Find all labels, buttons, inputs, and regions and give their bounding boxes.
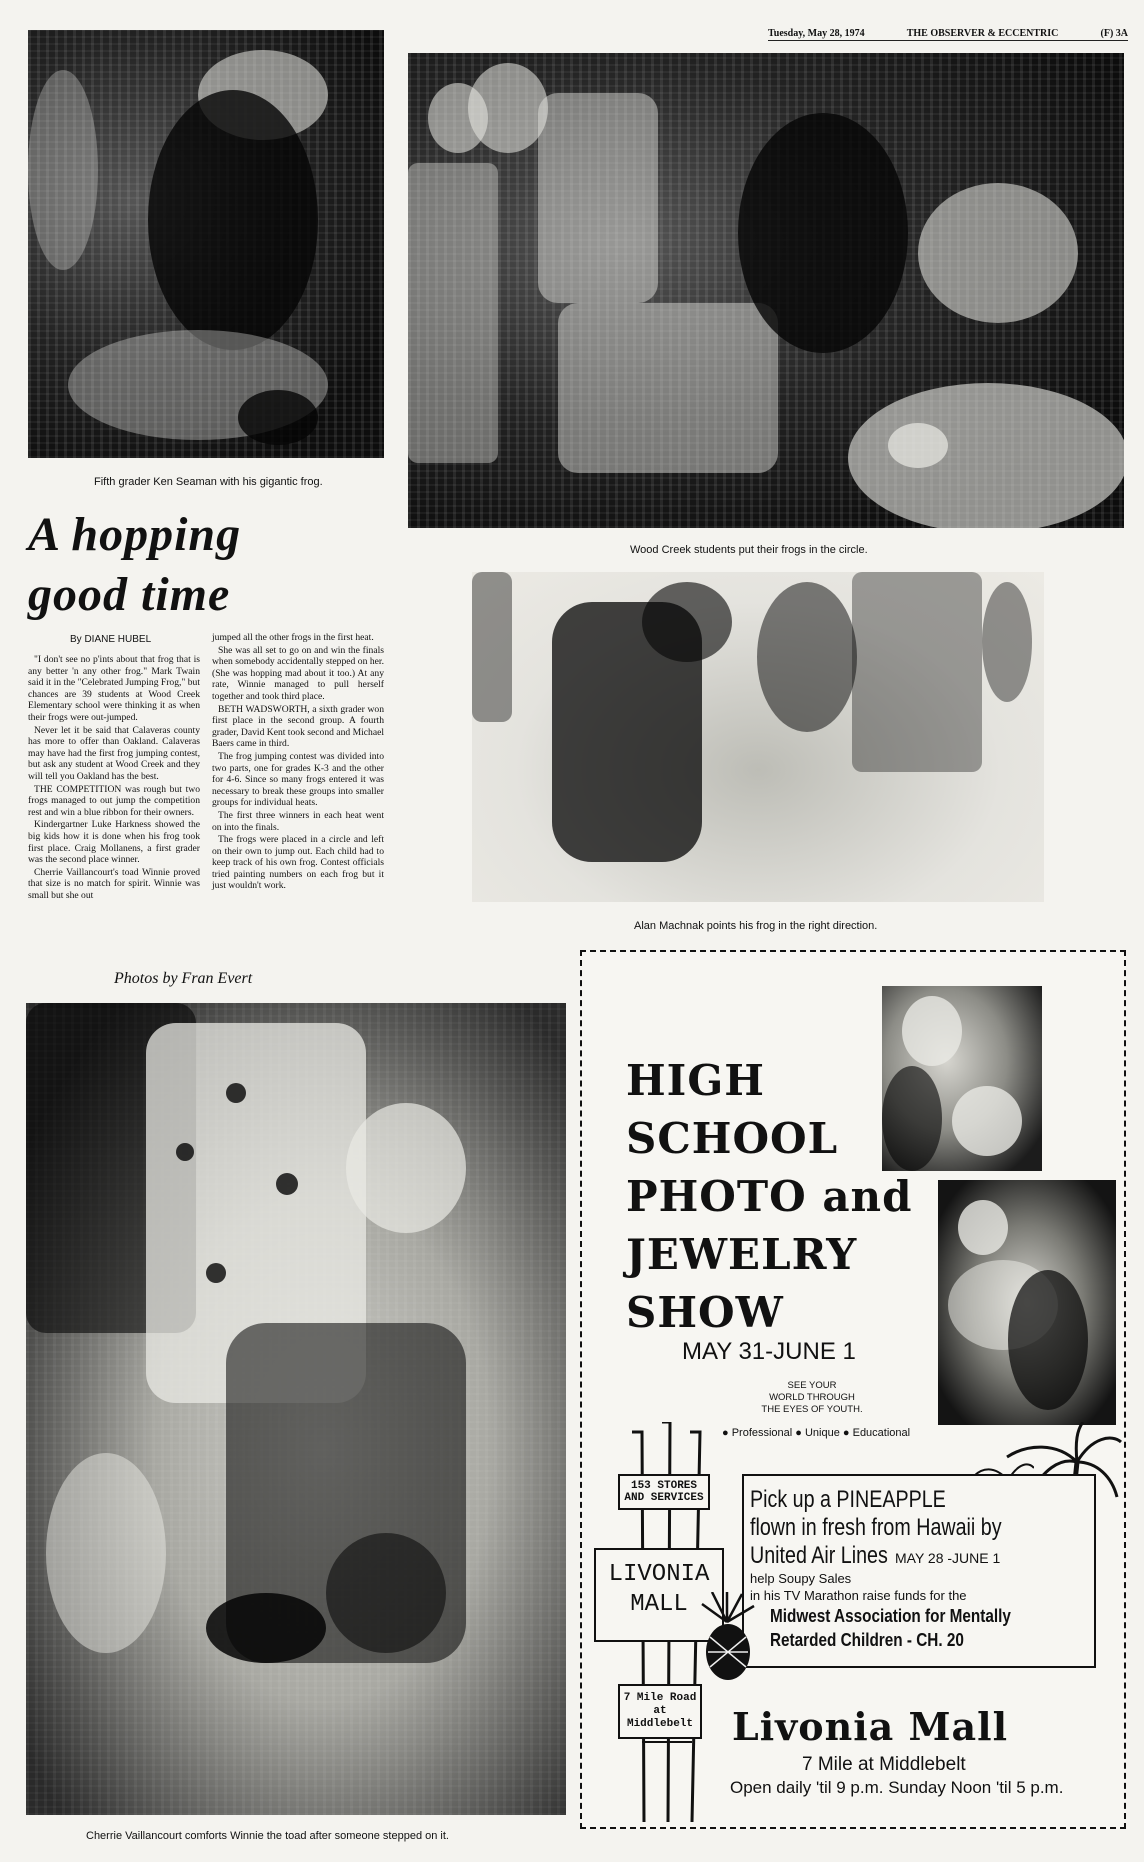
- col2-paragraph: The frogs were placed in a circle and left on their own to jump out. Each child had to keep track of his own frog. Contest officials tried painting numbers on each frog but it just wouldn't work.: [212, 834, 384, 892]
- ad-title-line: JEWELRY: [626, 1230, 858, 1279]
- photo-cherrie-vaillancourt: [26, 1003, 566, 1815]
- livonia-mall-hours: Open daily 'til 9 p.m. Sunday Noon 'til 5 p.m.: [730, 1778, 1064, 1797]
- col2-paragraph: The first three winners in each heat went on into the finals.: [212, 809, 384, 833]
- article-byline: By DIANE HUBEL: [70, 634, 152, 645]
- sign-stores-line: 153 STORES: [630, 1480, 697, 1492]
- pineapple-help: help Soupy Sales: [750, 1571, 852, 1586]
- caption-photo2: Wood Creek students put their frogs in the circle.: [630, 544, 868, 556]
- sign-road: [618, 1684, 702, 1739]
- headline-line2: good time: [28, 568, 231, 621]
- sign-road-line: at Middlebelt: [626, 1705, 693, 1730]
- col1-paragraph: THE COMPETITION was rough but two frogs managed to out jump the competition rest and win a blue ribbon for their owners.: [28, 783, 200, 818]
- col1-paragraph: "I don't see no p'ints about that frog that is any better 'n any other frog." Mark Twain said it in the "Celebrated Jumping Frog," but chances are 39 students at Wood Creek Elementary school were thinking it as when their frogs were out-jumped.: [28, 654, 200, 723]
- pineapple-dates: MAY 28 -JUNE 1: [895, 1550, 1001, 1566]
- ad-show-dates: MAY 31-JUNE 1: [682, 1338, 856, 1365]
- ad-tagline-line: THE EYES OF YOUTH.: [761, 1404, 863, 1415]
- headline-line1: A hopping: [28, 508, 242, 561]
- pineapple-line: flown in fresh from Hawaii by: [750, 1514, 1002, 1541]
- ad-title-line: PHOTO and: [626, 1172, 913, 1221]
- pineapple-icon: [692, 1592, 762, 1682]
- association-name: Midwest Association for Mentally: [770, 1606, 1011, 1626]
- ad-photo-girl: [938, 1180, 1116, 1425]
- photo-alan-machnak: [472, 572, 1044, 902]
- ad-title-line: SHOW: [626, 1288, 784, 1337]
- masthead-paper: THE OBSERVER & ECCENTRIC: [906, 28, 1059, 39]
- caption-photo1: Fifth grader Ken Seaman with his gigantic frog.: [94, 476, 323, 488]
- photo-credit: Photos by Fran Evert: [114, 970, 253, 987]
- masthead-date: Tuesday, May 28, 1974: [768, 28, 865, 39]
- col2-paragraph: BETH WADSWORTH, a sixth grader won first place in the second group. A fourth grader, David Kent took second and Michael Baers came in third.: [212, 703, 384, 750]
- pineapple-promo: [742, 1474, 1096, 1668]
- article-headline: [28, 505, 428, 625]
- ad-tagline-line: WORLD THROUGH: [769, 1392, 855, 1403]
- article-column-2: [212, 632, 384, 893]
- photo-students-circle: [408, 53, 1124, 528]
- sign-stores-line: AND SERVICES: [624, 1492, 704, 1504]
- col1-paragraph: Cherrie Vaillancourt's toad Winnie proved that size is no match for spirit. Winnie was small but she out: [28, 866, 200, 901]
- masthead: [768, 28, 1128, 41]
- sign-mall-line: LIVONIA: [608, 1561, 710, 1588]
- col2-paragraph: jumped all the other frogs in the first heat.: [212, 632, 374, 643]
- pineapple-help: in his TV Marathon raise funds for the: [750, 1588, 967, 1603]
- livonia-mall-address: 7 Mile at Middlebelt: [802, 1754, 966, 1775]
- sign-stores: [618, 1474, 710, 1510]
- ad-features: ● Professional ● Unique ● Educational: [722, 1427, 911, 1439]
- livonia-mall-ad: [580, 950, 1126, 1829]
- ad-title-line: HIGH: [626, 1056, 765, 1105]
- caption-photo3: Alan Machnak points his frog in the right direction.: [634, 920, 878, 932]
- ad-tagline: [737, 1380, 887, 1416]
- livonia-mall-brand: Livonia Mall: [732, 1704, 1009, 1749]
- association-name: Retarded Children - CH. 20: [770, 1630, 964, 1650]
- photo-ken-seaman: [28, 30, 384, 458]
- pineapple-line: United Air Lines: [750, 1542, 888, 1569]
- ad-title-line: SCHOOL: [626, 1114, 839, 1163]
- masthead-page: (F) 3A: [1100, 28, 1128, 39]
- article-column-1: [28, 654, 200, 902]
- col1-paragraph: Kindergartner Luke Harkness showed the big kids how it is done when his frog took first place. Craig Mollanens, a first grader was the second place winner.: [28, 819, 200, 866]
- col1-paragraph: Never let it be said that Calaveras county has more to offer than Oakland. Calaveras may have had the first frog jumping contest, but ask any student at Wood Creek and they will tell you Oakland has the best.: [28, 724, 200, 782]
- col2-paragraph: The frog jumping contest was divided into two parts, one for grades K-3 and the other for 4-6. Since so many frogs entered it was necessary to break these groups into smaller groups for individual heats.: [212, 750, 384, 809]
- caption-photo4: Cherrie Vaillancourt comforts Winnie the toad after someone stepped on it.: [86, 1830, 449, 1842]
- sign-road-line: 7 Mile Road: [623, 1692, 697, 1704]
- col2-paragraph: She was all set to go on and win the finals when somebody accidentally stepped on her. (She was hopping mad about it too.) At any rate, Winnie managed to pull herself together and took third place.: [212, 644, 384, 702]
- ad-show-title: [626, 1052, 912, 1342]
- pineapple-line: Pick up a PINEAPPLE: [750, 1486, 946, 1513]
- sign-mall-line: MALL: [630, 1591, 688, 1618]
- ad-tagline-line: SEE YOUR: [787, 1380, 837, 1391]
